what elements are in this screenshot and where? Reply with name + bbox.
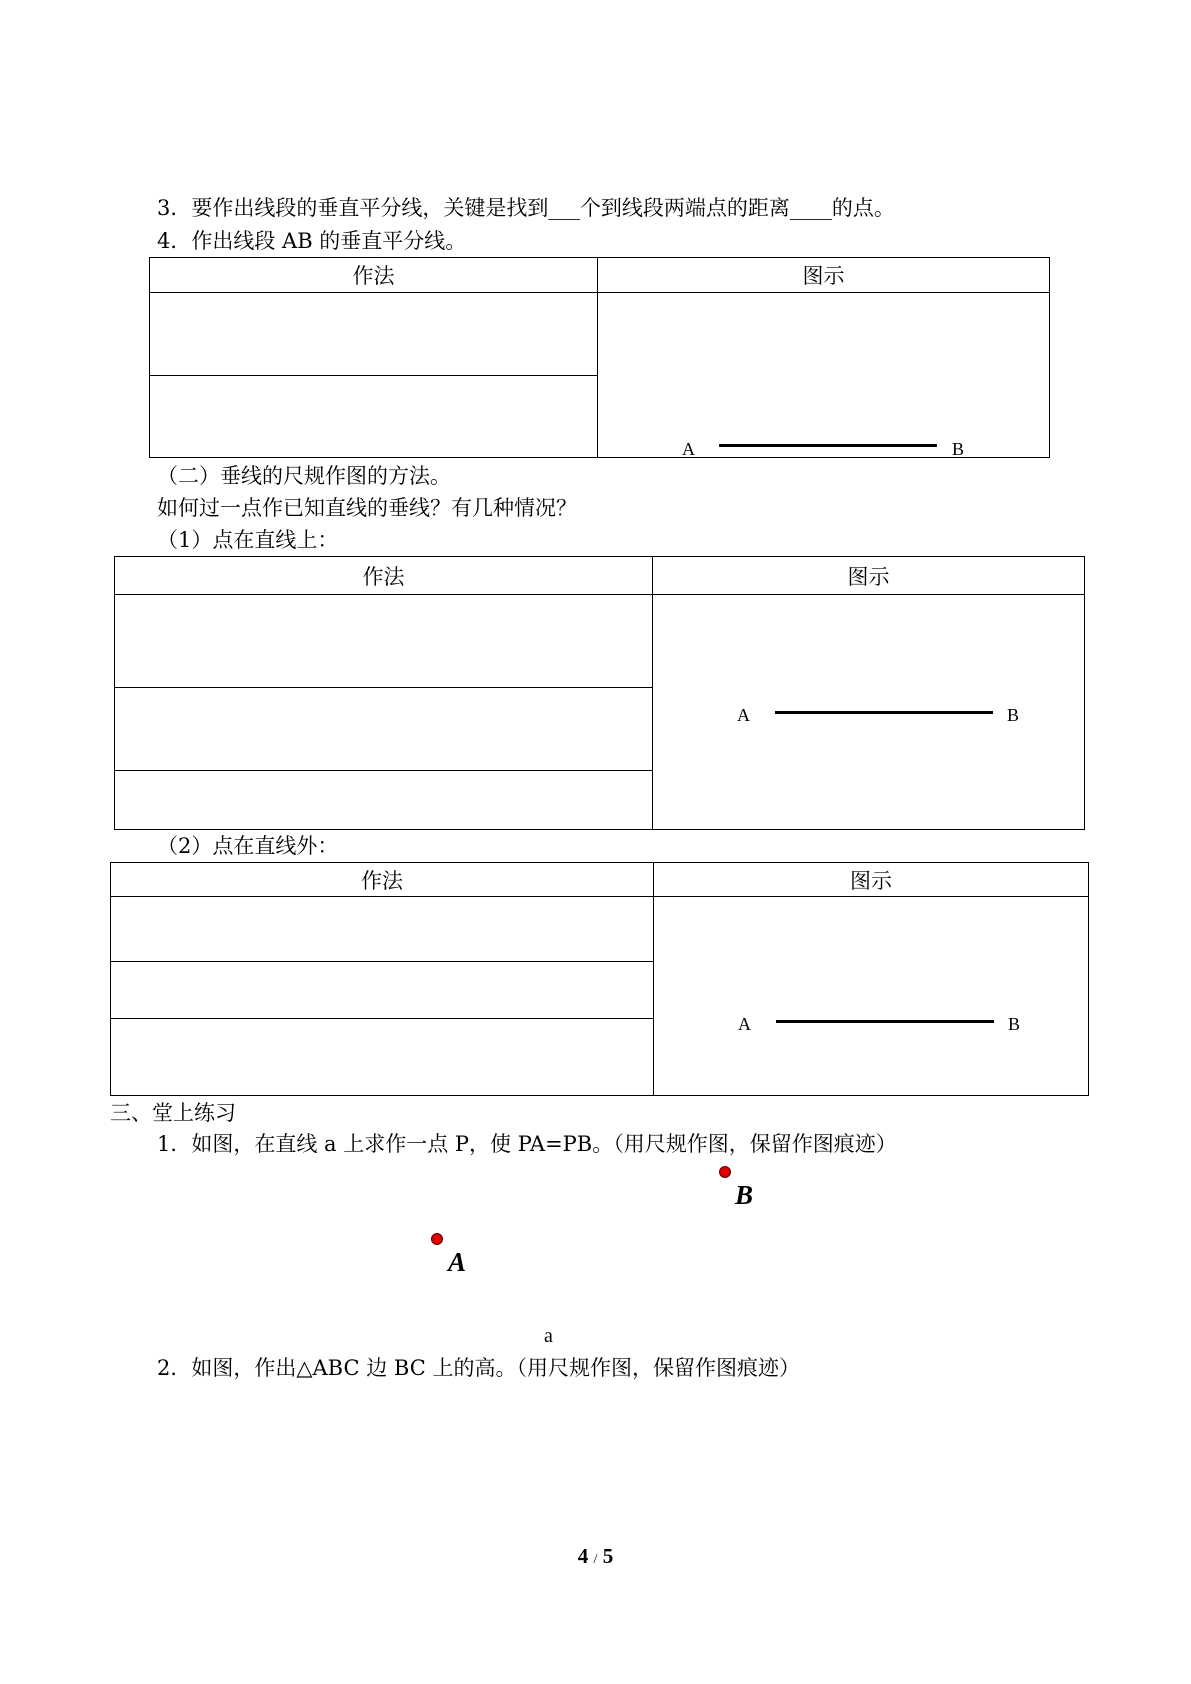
section-2-title: （二）垂线的尺规作图的方法。	[157, 464, 451, 488]
segment-ab	[775, 711, 993, 714]
case-1-title: （1）点在直线上：	[157, 528, 339, 552]
page-total: 5	[602, 1544, 614, 1568]
table-perpendicular-bisector	[149, 257, 1050, 458]
answer-cell[interactable]	[115, 688, 653, 771]
question-4: 4．作出线段 AB 的垂直平分线。	[157, 229, 467, 253]
point-label-a: A	[738, 1014, 751, 1034]
header-diagram: 图示	[653, 557, 1085, 595]
point-b-label: B	[735, 1180, 754, 1210]
point-label-a: A	[682, 439, 695, 459]
line-a-label: a	[544, 1325, 553, 1347]
answer-cell[interactable]	[150, 376, 598, 458]
case-2-title: （2）点在直线外：	[157, 834, 339, 858]
answer-cell[interactable]	[150, 293, 598, 376]
page-current: 4	[577, 1544, 589, 1568]
perpendicular-question: 如何过一点作已知直线的垂线？有几种情况？	[157, 496, 577, 520]
header-diagram: 图示	[654, 863, 1089, 897]
point-a-dot	[431, 1233, 443, 1245]
point-label-b: B	[1008, 1014, 1021, 1034]
point-label-a: A	[737, 705, 750, 725]
diagram-cell	[653, 595, 1085, 830]
answer-cell[interactable]	[115, 595, 653, 688]
question-3: 3．要作出线段的垂直平分线，关键是找到___个到线段两端点的距离____的点。	[157, 196, 895, 220]
page-number	[0, 1544, 1191, 1569]
table-point-on-line	[114, 556, 1085, 830]
point-a-label: A	[448, 1247, 467, 1277]
answer-cell[interactable]	[115, 771, 653, 830]
exercise-2: 2．如图，作出△ABC 边 BC 上的高。（用尺规作图，保留作图痕迹）	[157, 1356, 800, 1380]
header-method: 作法	[111, 863, 654, 897]
diagram-cell	[598, 293, 1050, 458]
answer-cell[interactable]	[111, 1019, 654, 1096]
answer-cell[interactable]	[111, 897, 654, 962]
segment-ab	[719, 444, 937, 447]
header-method: 作法	[115, 557, 653, 595]
answer-cell[interactable]	[111, 962, 654, 1019]
point-b-dot	[719, 1166, 731, 1178]
segment-ab	[776, 1020, 994, 1023]
point-label-b: B	[1007, 705, 1020, 725]
diagram-cell	[654, 897, 1089, 1096]
section-3-title: 三、堂上练习	[110, 1101, 236, 1125]
table-point-off-line	[110, 862, 1089, 1096]
exercise-1: 1．如图，在直线 a 上求作一点 P，使 PA=PB。（用尺规作图，保留作图痕迹）	[157, 1132, 897, 1156]
header-diagram: 图示	[598, 258, 1050, 293]
page-separator: /	[593, 1552, 598, 1567]
header-method: 作法	[150, 258, 598, 293]
point-label-b: B	[952, 439, 965, 459]
